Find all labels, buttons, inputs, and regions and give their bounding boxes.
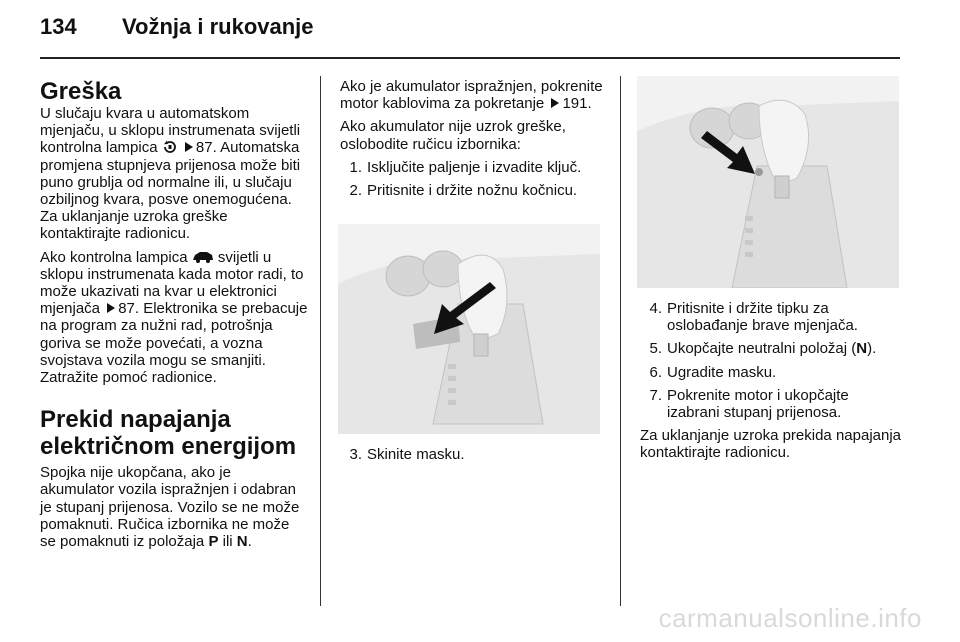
heading-power-failure: Prekid napajanja električnom energijom (40, 406, 297, 461)
column-divider-right (620, 76, 621, 606)
header-rule (40, 57, 900, 59)
steps-list-3 (640, 300, 902, 421)
closing-paragraph: Za uklanjanje uzroka prekida napajanja kontaktirajte radionicu. (640, 427, 902, 462)
page-reference-icon (107, 303, 115, 313)
power-paragraph: Spojka nije ukopčana, ako je akumulator vozila ispražnjen i odabran je stupanj prijenosa. Vozilo se ne može pomaknuti. Ručica izbornika ne može se pomaknuti iz položaja P ili N. (40, 464, 300, 551)
transmission-warning-icon (162, 139, 178, 156)
heading-fault: Greška (40, 78, 122, 105)
release-paragraph: Ako akumulator nije uzrok greške, oslobodite ručicu izbornika: (340, 118, 566, 153)
shift-lock-release-figure (637, 76, 899, 288)
list-item: 2. Pritisnite i držite nožnu kočnicu. (349, 182, 578, 200)
battery-paragraph: Ako je akumulator ispražnjen, pokrenite motor kablovima za pokretanje 191. (340, 78, 603, 113)
list-item: 3. Skinite masku. (349, 446, 465, 463)
steps-list-1 (340, 159, 608, 199)
list-item: 4. Pritisnite i držite tipku za oslobađanje brave mjenjača. (649, 300, 858, 335)
left-column (40, 78, 308, 556)
steps-list-2 (340, 446, 608, 463)
right-column (640, 300, 902, 468)
column-divider-left (320, 76, 321, 606)
lamp-paragraph: Ako kontrolna lampica svijetli u sklopu instrumenata kada motor radi, to može ukazivati na kvar u elektronici mjenjača 87. Elektronika se prebacuje na program za nužni rad, potrošnja goriva se može povećati, a vozna svojstava vozila mogu se smanjiti. Zatražite pomoć radionice. (40, 248, 308, 387)
page-header (40, 14, 900, 54)
list-item: 6. Ugradite masku. (649, 363, 777, 381)
page-reference-icon (551, 98, 559, 108)
watermark: carmanualsonline.info (658, 603, 922, 633)
middle-column (340, 78, 608, 205)
gear-lever-cover-figure (338, 224, 600, 434)
page-reference-icon (185, 142, 193, 152)
page-number: 134 (40, 14, 77, 39)
list-item: 1. Isključite paljenje i izvadite ključ. (349, 158, 582, 176)
fault-paragraph: U slučaju kvara u automatskom mjenjaču, u sklopu instrumenata svijetli kontrolna lampica 87. Automatska promjena stupnjeva prijenosa može biti puno grublja od normalne ili, u slučaju ozbiljnog kvara, posve onemogućena. Za uklanjanje uzroka greške kontaktirajte radionicu. (40, 105, 301, 243)
car-service-icon (192, 249, 214, 266)
chapter-title: Vožnja i rukovanje (122, 14, 314, 39)
list-item: 7. Pokrenite motor i ukopčajte izabrani stupanj prijenosa. (649, 386, 849, 422)
list-item: 5. Ukopčajte neutralni položaj (N). (649, 340, 877, 358)
middle-column-lower (340, 446, 608, 469)
